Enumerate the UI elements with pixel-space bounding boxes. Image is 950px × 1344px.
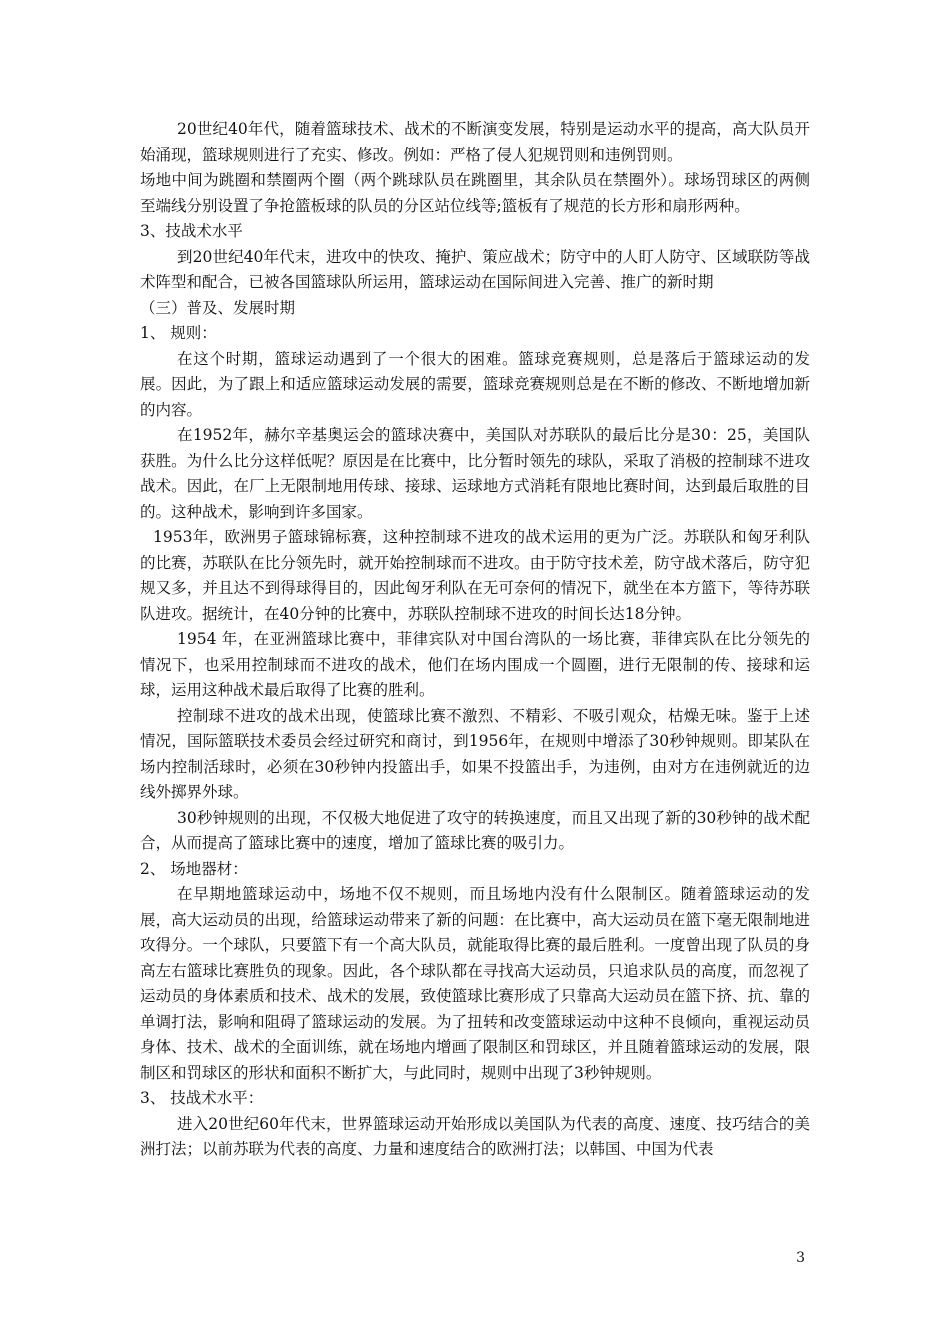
paragraph-rules-difficulty: 在这个时期，篮球运动遇到了一个很大的困难。篮球竞赛规则，总是落后于篮球运动的发展。因此，为了跟上和适应篮球运动发展的需要，篮球竞赛规则总是在不断的修改、不断地增加新的内容。 — [140, 349, 810, 419]
paragraph-restricted-area: 在早期地篮球运动中，场地不仅不规则，而且场地内没有什么限制区。随着篮球运动的发展，高大运动员的出现，给篮球运动带来了新的问题：在比赛中，高大运动员在篮下毫无限制地进攻得分。一个球队，只要篮下有一个高大队员，就能取得比赛的最后胜利。一度曾出现了队员的身高左右篮球比赛胜负的现象。因此，各个球队都在寻找高大运动员，只追求队员的高度，而忽视了运动员的身体素质和技术、战术的发展，致使篮球比赛形成了只靠高大运动员在篮下挤、抗、靠的单调打法，影响和阻碍了篮球运动的发展。为了扭转和改变篮球运动中这种不良倾向，重视运动员身体、技术、战术的全面训练，就在场地内增画了限制区和罚球区，并且随着篮球运动的发展，限制区和罚球区的形状和面积不断扩大，与此同时，规则中出现了3秒钟规则。 — [140, 885, 810, 1082]
paragraph-30-second-effect: 30秒钟规则的出现，不仅极大地促进了攻守的转换速度，而且又出现了新的30秒钟的战术配合，从而提高了篮球比赛中的速度，增加了篮球比赛的吸引力。 — [140, 808, 810, 852]
heading-tactics-level-2: 3、 技战术水平： — [140, 1089, 264, 1107]
section-heading-popularization: （三）普及、发展时期 — [140, 298, 296, 317]
heading-rules: 1、 规则： — [140, 324, 217, 342]
paragraph-1940s-rules: 20世纪40年代，随着篮球技术、战术的不断演变发展，特别是运动水平的提高，高大队员开始涌现，篮球规则进行了充实、修改。例如：严格了侵人犯规罚则和违例罚则。 — [140, 120, 810, 164]
paragraph-1953-european: 1953年，欧洲男子篮球锦标赛，这种控制球不进攻的战术运用的更为广泛。苏联队和匈牙利队的比赛，苏联队在比分领先时，就开始控制球而不进攻。由于防守技术差，防守战术落后，防守犯规又多，并且达不到得球得目的，因此匈牙利队在无可奈何的情况下，就坐在本方篮下，等待苏联队进攻。据统计，在40分钟的比赛中，苏联队控制球不进攻的时间长达18分钟。 — [140, 528, 810, 623]
heading-tactics-level: 3、技战术水平 — [140, 222, 243, 240]
paragraph-court-circles: 场地中间为跳圈和禁圈两个圈（两个跳球队员在跳圈里，其余队员在禁圈外）。球场罚球区的两侧至端线分别设置了争抢篮板球的队员的分区站位线等;篮板有了规范的长方形和扇形两种。 — [140, 171, 810, 215]
paragraph-30-second-rule: 控制球不进攻的战术出现，使篮球比赛不激烈、不精彩、不吸引观众，枯燥无味。鉴于上述情况，国际篮联技术委员会经过研究和商讨，到1956年，在规则中增添了30秒钟规则。即某队在场内控制活球时，必须在30秒钟内投篮出手，如果不投篮出手，为违例，由对方在违例就近的边线外掷界外球。 — [140, 706, 810, 801]
heading-court-equipment: 2、 场地器材： — [140, 859, 248, 878]
paragraph-1960s-styles: 进入20世纪60年代末，世界篮球运动开始形成以美国队为代表的高度、速度、技巧结合的美洲打法；以前苏联为代表的高度、力量和速度结合的欧洲打法；以韩国、中国为代表 — [140, 1114, 810, 1158]
paragraph-1952-olympics: 在1952年，赫尔辛基奥运会的篮球决赛中，美国队对苏联队的最后比分是30：25，美国队获胜。为什么比分这样低呢？原因是在比赛中，比分暂时领先的球队，采取了消极的控制球不进攻战术。因此，在厂上无限制地用传球、接球、运球地方式消耗有限地比赛时间，达到最后取胜的目的。这种战术，影响到许多国家。 — [140, 426, 810, 521]
document-body — [140, 117, 810, 1163]
page-number: 3 — [796, 1250, 805, 1266]
paragraph-1954-asian: 1954 年，在亚洲篮球比赛中，菲律宾队对中国台湾队的一场比赛，菲律宾队在比分领先的情况下，也采用控制球而不进攻的战术，他们在场内围成一个圆圈，进行无限制的传、接球和运球，运用这种战术最后取得了比赛的胜利。 — [140, 630, 810, 699]
paragraph-tactics-1940s: 到20世纪40年代末，进攻中的快攻、掩护、策应战术；防守中的人盯人防守、区域联防等战术阵型和配合，已被各国篮球队所运用，篮球运动在国际间进入完善、推广的新时期 — [140, 247, 810, 291]
